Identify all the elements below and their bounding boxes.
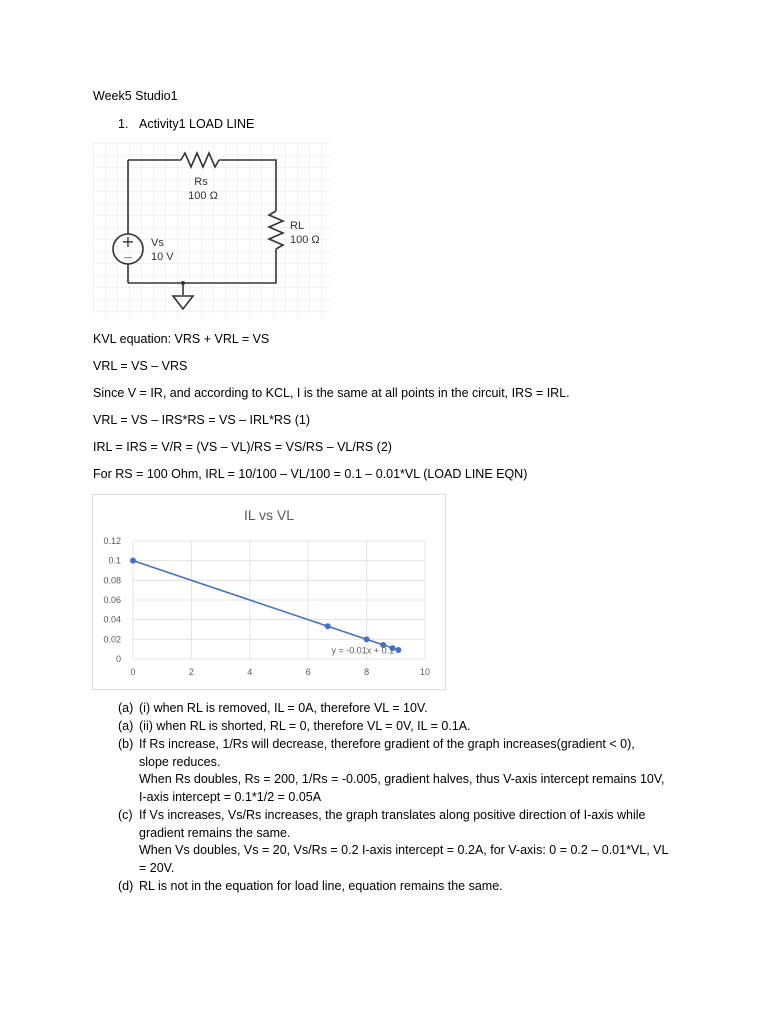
equation-line: VRL = VS – VRS: [93, 359, 188, 373]
y-tick-label: 0.02: [103, 634, 121, 645]
answer-line: When Rs doubles, Rs = 200, 1/Rs = -0.005, gradient halves, thus V-axis intercept remains 10V,: [139, 772, 665, 786]
list-text: Activity1 LOAD LINE: [139, 117, 255, 131]
y-tick-label: 0.04: [103, 614, 121, 625]
data-point: [395, 647, 401, 653]
circuit-diagram: [93, 143, 330, 318]
list-number: 1.: [118, 117, 129, 131]
answer-label: (b): [118, 737, 134, 751]
answer-line: (ii) when RL is shorted, RL = 0, therefore VL = 0V, IL = 0.1A.: [139, 719, 471, 733]
trendline-label: y = -0.01x + 0.1: [331, 645, 395, 656]
answer-item: [118, 807, 678, 877]
answer-item: [118, 736, 678, 806]
rs-label: Rs: [194, 176, 208, 188]
answer-label: (d): [118, 879, 134, 893]
x-tick-label: 10: [419, 667, 431, 677]
y-tick-label: 0: [115, 654, 121, 664]
answer-line: (i) when RL is removed, IL = 0A, therefore VL = 10V.: [139, 701, 428, 715]
vs-minus: —: [123, 253, 133, 263]
answer-line: If Rs increase, 1/Rs will decrease, therefore gradient of the graph increases(gradient < 0),: [139, 737, 635, 751]
answer-label: (a): [118, 719, 134, 733]
x-tick-label: 6: [305, 667, 311, 677]
vs-plus: +: [121, 232, 135, 251]
vs-value: 10 V: [151, 251, 174, 263]
answer-line: I-axis intercept = 0.1*1/2 = 0.05A: [139, 789, 322, 804]
chart-title: IL vs VL: [243, 507, 295, 523]
answer-item: [118, 718, 678, 736]
activity-heading: [118, 117, 254, 131]
answer-item: [118, 700, 678, 718]
data-point: [130, 558, 136, 564]
x-tick-label: 4: [247, 667, 253, 677]
rl-value: 100 Ω: [290, 234, 320, 246]
y-tick-label: 0.1: [108, 555, 121, 566]
equation-line: VRL = VS – IRS*RS = VS – IRL*RS (1): [93, 413, 310, 427]
x-tick-label: 2: [188, 667, 194, 677]
vs-label: Vs: [151, 237, 164, 249]
x-tick-label: 8: [364, 667, 370, 677]
data-point: [364, 636, 370, 642]
equation-line: KVL equation: VRS + VRL = VS: [93, 332, 270, 346]
answer-line: RL is not in the equation for load line, equation remains the same.: [139, 879, 503, 893]
trendline: [133, 561, 398, 650]
answer-label: (a): [118, 701, 134, 715]
y-tick-label: 0.12: [103, 536, 121, 546]
answer-line: gradient remains the same.: [139, 825, 291, 840]
answer-line: When Vs doubles, Vs = 20, Vs/Rs = 0.2 I-axis intercept = 0.2A, for V-axis: 0 = 0.2 – 0.01*VL, VL: [139, 843, 669, 857]
rs-value: 100 Ω: [188, 190, 218, 202]
equation-line: IRL = IRS = V/R = (VS – VL)/RS = VS/RS – VL/RS (2): [93, 440, 392, 454]
x-tick-label: 0: [130, 667, 136, 677]
data-point: [325, 623, 331, 629]
circuit-svg: [93, 143, 330, 318]
y-tick-label: 0.08: [103, 575, 121, 586]
answer-item: [118, 878, 678, 896]
document-title: Week5 Studio1: [93, 89, 178, 103]
answer-line: If Vs increases, Vs/Rs increases, the graph translates along positive direction of I-axis while: [139, 808, 646, 822]
equation-line: Since V = IR, and according to KCL, I is the same at all points in the circuit, IRS = IRL.: [93, 386, 570, 400]
load-line-chart: [92, 494, 446, 690]
answer-label: (c): [118, 808, 133, 822]
chart-svg: [93, 495, 445, 689]
equation-line: For RS = 100 Ohm, IRL = 10/100 – VL/100 = 0.1 – 0.01*VL (LOAD LINE EQN): [93, 467, 528, 481]
answer-line: = 20V.: [139, 860, 175, 875]
y-tick-label: 0.06: [103, 595, 121, 605]
rl-label: RL: [290, 220, 305, 232]
answer-line: slope reduces.: [139, 754, 221, 769]
